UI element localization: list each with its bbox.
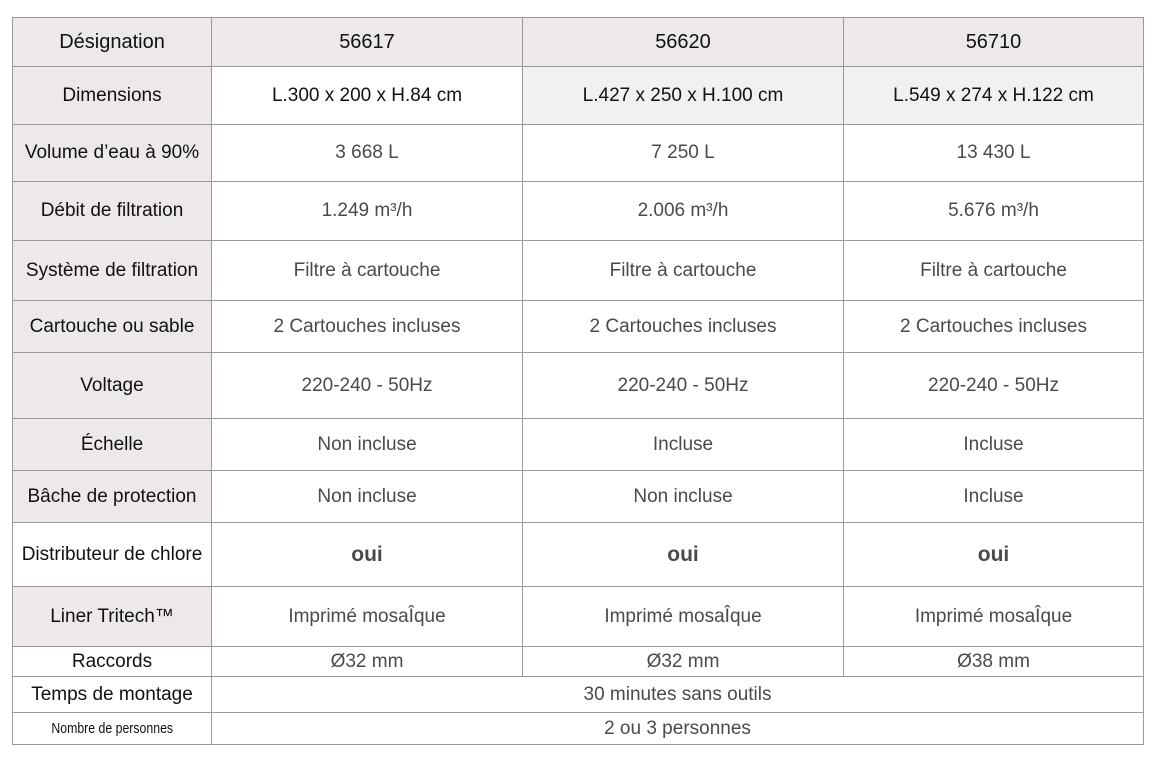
row-label — [12, 713, 212, 744]
row-label: Temps de montage — [12, 677, 212, 712]
cell-value: Ø32 mm — [523, 647, 844, 676]
cell-value: Imprimé mosaÎque — [212, 587, 523, 646]
cell-value: Incluse — [523, 419, 844, 470]
table-row — [12, 587, 1144, 647]
cell-value: Imprimé mosaÎque — [844, 587, 1144, 646]
cell-value: 2 Cartouches incluses — [212, 301, 523, 352]
cell-value: Non incluse — [212, 471, 523, 522]
cell-value: L.549 x 274 x H.122 cm — [844, 67, 1144, 124]
cell-value: 7 250 L — [523, 125, 844, 181]
cell-value: 2 ou 3 personnes — [212, 713, 1144, 744]
row-label-text: Nombre de personnes — [51, 720, 173, 737]
cell-value: 30 minutes sans outils — [212, 677, 1144, 712]
cell-value: Incluse — [844, 471, 1144, 522]
table-row — [12, 713, 1144, 745]
row-label: Raccords — [12, 647, 212, 676]
table-row — [12, 419, 1144, 471]
cell-value: 220-240 - 50Hz — [523, 353, 844, 418]
table-row — [12, 471, 1144, 523]
cell-value: L.427 x 250 x H.100 cm — [523, 67, 844, 124]
cell-value: oui — [523, 523, 844, 586]
model-56710: 56710 — [844, 18, 1144, 66]
spec-table — [12, 17, 1144, 745]
cell-value: Filtre à cartouche — [523, 241, 844, 300]
table-row — [12, 647, 1144, 677]
table-row — [12, 67, 1144, 125]
cell-value: 2 Cartouches incluses — [844, 301, 1144, 352]
row-label: Liner Tritech™ — [12, 587, 212, 646]
cell-value: 2.006 m³/h — [523, 182, 844, 240]
row-label: Distributeur de chlore — [12, 523, 212, 586]
cell-value: Non incluse — [523, 471, 844, 522]
cell-value: Filtre à cartouche — [844, 241, 1144, 300]
table-row — [12, 353, 1144, 419]
row-label: Dimensions — [12, 67, 212, 124]
cell-value: oui — [212, 523, 523, 586]
cell-value: Filtre à cartouche — [212, 241, 523, 300]
cell-value: 13 430 L — [844, 125, 1144, 181]
table-row — [12, 182, 1144, 241]
cell-value: oui — [844, 523, 1144, 586]
cell-value: 220-240 - 50Hz — [844, 353, 1144, 418]
cell-value: Imprimé mosaÎque — [523, 587, 844, 646]
cell-value: Incluse — [844, 419, 1144, 470]
row-label: Voltage — [12, 353, 212, 418]
row-label: Volume d’eau à 90% — [12, 125, 212, 181]
cell-value: Non incluse — [212, 419, 523, 470]
model-56620: 56620 — [523, 18, 844, 66]
table-row — [12, 301, 1144, 353]
row-label: Bâche de protection — [12, 471, 212, 522]
table-row — [12, 125, 1144, 182]
row-label: Cartouche ou sable — [12, 301, 212, 352]
header-row — [12, 17, 1144, 67]
cell-value: L.300 x 200 x H.84 cm — [212, 67, 523, 124]
row-label: Échelle — [12, 419, 212, 470]
cell-value: 220-240 - 50Hz — [212, 353, 523, 418]
model-56617: 56617 — [212, 18, 523, 66]
cell-value: 5.676 m³/h — [844, 182, 1144, 240]
table-row — [12, 523, 1144, 587]
header-label: Désignation — [12, 18, 212, 66]
row-label: Système de filtration — [12, 241, 212, 300]
cell-value: Ø38 mm — [844, 647, 1144, 676]
row-label: Débit de filtration — [12, 182, 212, 240]
cell-value: 1.249 m³/h — [212, 182, 523, 240]
table-row — [12, 677, 1144, 713]
table-row — [12, 241, 1144, 301]
cell-value: 2 Cartouches incluses — [523, 301, 844, 352]
cell-value: Ø32 mm — [212, 647, 523, 676]
cell-value: 3 668 L — [212, 125, 523, 181]
